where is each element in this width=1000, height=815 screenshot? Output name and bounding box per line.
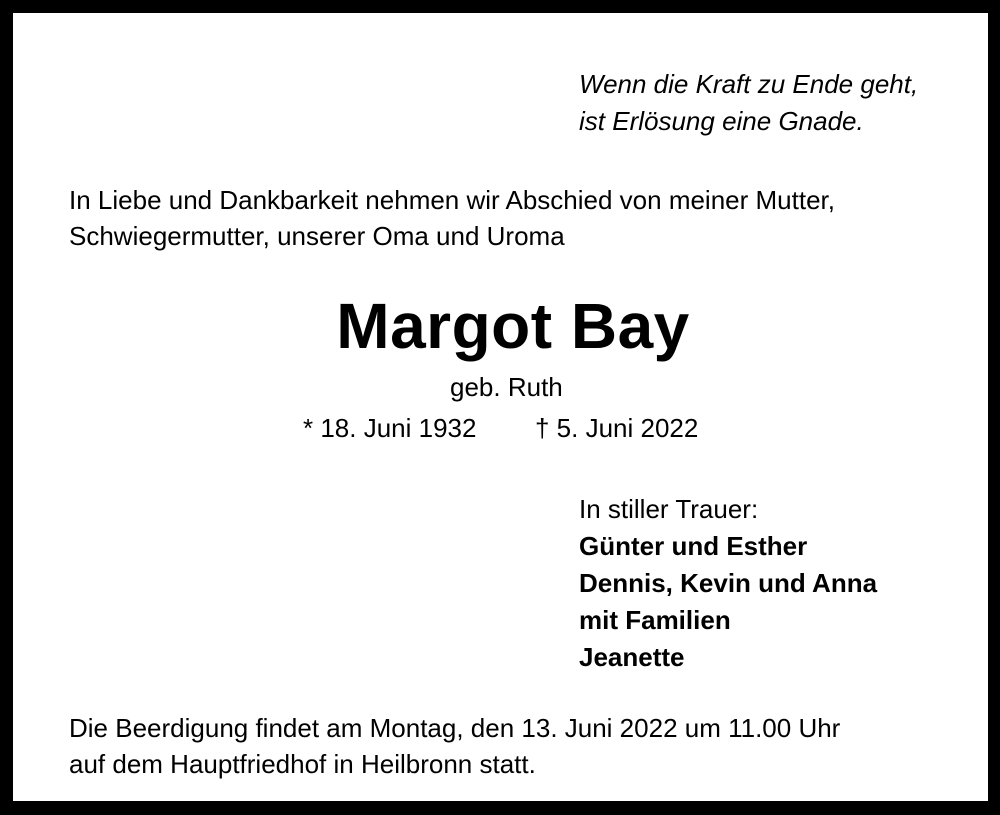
funeral-info-line-1: Die Beerdigung findet am Montag, den 13. Juni 2022 um 11.00 Uhr — [69, 713, 841, 743]
mourner-name: Dennis, Kevin und Anna — [579, 568, 878, 598]
funeral-info-line-2: auf dem Hauptfriedhof in Heilbronn statt. — [69, 749, 536, 779]
deceased-name: Margot Bay — [336, 290, 690, 362]
birth-date: * 18. Juni 1932 — [303, 413, 477, 443]
mourners-label: In stiller Trauer: — [579, 494, 759, 524]
mourner-name: Günter und Esther — [579, 531, 808, 561]
epigraph-line-2: ist Erlösung eine Gnade. — [579, 106, 864, 136]
intro-line-1: In Liebe und Dankbarkeit nehmen wir Abschied von meiner Mutter, — [69, 185, 835, 215]
mourner-name: Jeanette — [579, 642, 685, 672]
maiden-name: geb. Ruth — [450, 372, 563, 402]
death-date: † 5. Juni 2022 — [535, 413, 699, 443]
intro-line-2: Schwiegermutter, unserer Oma und Uroma — [69, 221, 565, 251]
mourner-name: mit Familien — [579, 605, 731, 635]
epigraph-line-1: Wenn die Kraft zu Ende geht, — [579, 69, 919, 99]
